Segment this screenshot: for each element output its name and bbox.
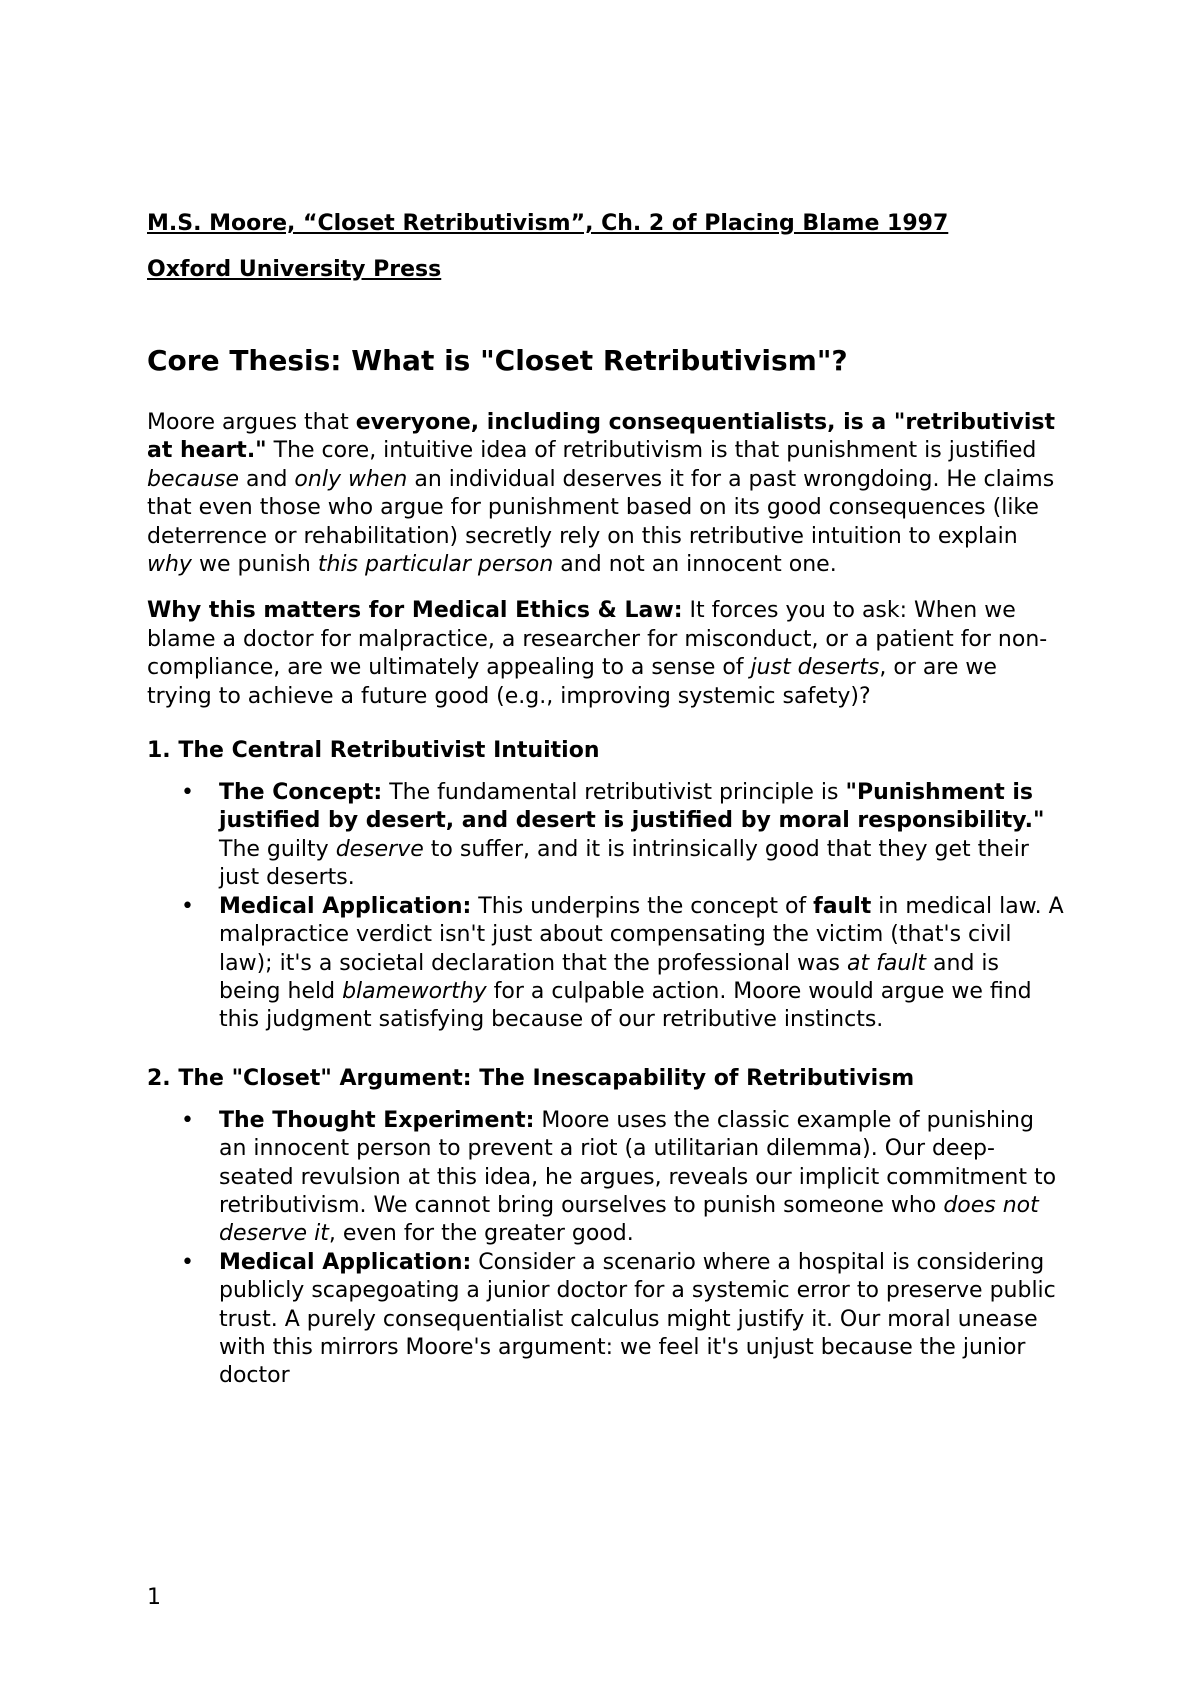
text-run: and not an innocent one. bbox=[553, 552, 837, 578]
core-thesis-paragraph bbox=[147, 409, 1067, 579]
italic-run: why bbox=[147, 552, 192, 578]
bold-run: Medical Application: bbox=[219, 893, 472, 919]
list-item-medical-application bbox=[181, 1249, 1067, 1391]
text-run: for a culpable action. Moore would argue we find this judgment satisfying because of our retributive instincts. bbox=[219, 978, 1032, 1033]
italic-run: deserve bbox=[335, 836, 424, 862]
section-2-list bbox=[147, 1107, 1067, 1391]
bold-run: fault bbox=[813, 893, 872, 919]
why-this-matters-paragraph bbox=[147, 597, 1067, 711]
bullet-icon: • bbox=[181, 893, 194, 919]
section-2-heading: 2. The "Closet" Argument: The Inescapability of Retributivism bbox=[147, 1065, 915, 1091]
italic-run: because bbox=[147, 466, 240, 492]
text-run: The fundamental retributivist principle is bbox=[382, 780, 846, 806]
text-run: and is being held bbox=[219, 950, 999, 1004]
bold-run: Medical Application: bbox=[219, 1249, 472, 1275]
text-run: and bbox=[239, 466, 295, 492]
list-item-thought-experiment bbox=[181, 1107, 1067, 1249]
text-run: in medical law. A malpractice verdict isn't just about compensating the victim (that's civil law); it's a societal declaration that the professional was bbox=[219, 893, 1064, 976]
text-run: to suffer, and it is intrinsically good that they get their just deserts. bbox=[219, 836, 1029, 891]
text-run: It forces you to ask: When we blame a doctor for malpractice, a researcher for misconduct, or a patient for non-compliance, are we ultimately appealing to a sense of bbox=[147, 598, 1048, 681]
bold-run: The Concept: bbox=[219, 780, 383, 806]
italic-run: does not deserve it bbox=[219, 1192, 1039, 1247]
text-run: Consider a scenario where a hospital is considering publicly scapegoating a junior doctor for a systemic error to preserve public trust. A purely consequentialist calculus might justify it. Our moral unease with this mirrors Moore's argument: we feel it's unjust because the junior doctor bbox=[219, 1249, 1056, 1389]
bullet-icon: • bbox=[181, 1249, 194, 1275]
core-thesis-heading: Core Thesis: What is "Closet Retributivism"? bbox=[147, 344, 848, 377]
italic-run: just deserts bbox=[750, 655, 880, 681]
list-item-medical-application bbox=[181, 893, 1067, 1035]
section-1-list bbox=[147, 779, 1067, 1035]
document-page bbox=[147, 0, 1067, 1696]
italic-run: this particular person bbox=[317, 552, 554, 578]
bullet-icon: • bbox=[181, 1107, 194, 1133]
text-run: an individual deserves it for a past wrongdoing. He claims that even those who argue for punishment based on its good consequences (like deterrence or rehabilitation) secretly rely on this retributive intuition to explain bbox=[147, 466, 1055, 549]
bold-run: everyone, including consequentialists, is a "retributivist at heart." bbox=[147, 410, 1056, 464]
reference-line-1: M.S. Moore, “Closet Retributivism”, Ch. 2 of Placing Blame 1997 bbox=[147, 211, 949, 236]
text-run: Moore argues that bbox=[147, 410, 356, 435]
bold-run: "Punishment is justified by desert, and desert is justified by moral responsibility." bbox=[219, 780, 1045, 834]
text-run: Moore uses the classic example of punishing an innocent person to prevent a riot (a utilitarian dilemma). Our deep-seated revulsion at this idea, he argues, reveals our implicit commitment to retributivism. We cannot bring ourselves to punish someone who bbox=[219, 1107, 1057, 1218]
italic-run: at fault bbox=[847, 950, 927, 976]
text-run: This underpins the concept of bbox=[471, 893, 814, 919]
list-item-concept bbox=[181, 779, 1067, 893]
page-number: 1 bbox=[147, 1585, 161, 1610]
text-run: The guilty bbox=[219, 836, 336, 862]
text-run: , even for the greater good. bbox=[328, 1221, 634, 1247]
text-run: The core, intuitive idea of retributivism is that punishment is justified bbox=[266, 438, 1037, 464]
text-run: we punish bbox=[191, 552, 318, 578]
reference-line-2: Oxford University Press bbox=[147, 257, 442, 282]
italic-run: blameworthy bbox=[342, 978, 487, 1004]
bold-run: Why this matters for Medical Ethics & Law: bbox=[147, 598, 683, 624]
text-run: , or are we trying to achieve a future good (e.g., improving systemic safety)? bbox=[147, 655, 997, 709]
document-body bbox=[147, 343, 1067, 1391]
section-1-heading: 1. The Central Retributivist Intuition bbox=[147, 738, 600, 764]
bold-run: The Thought Experiment: bbox=[219, 1107, 535, 1133]
bullet-icon: • bbox=[181, 780, 194, 806]
italic-run: only when bbox=[294, 466, 408, 492]
